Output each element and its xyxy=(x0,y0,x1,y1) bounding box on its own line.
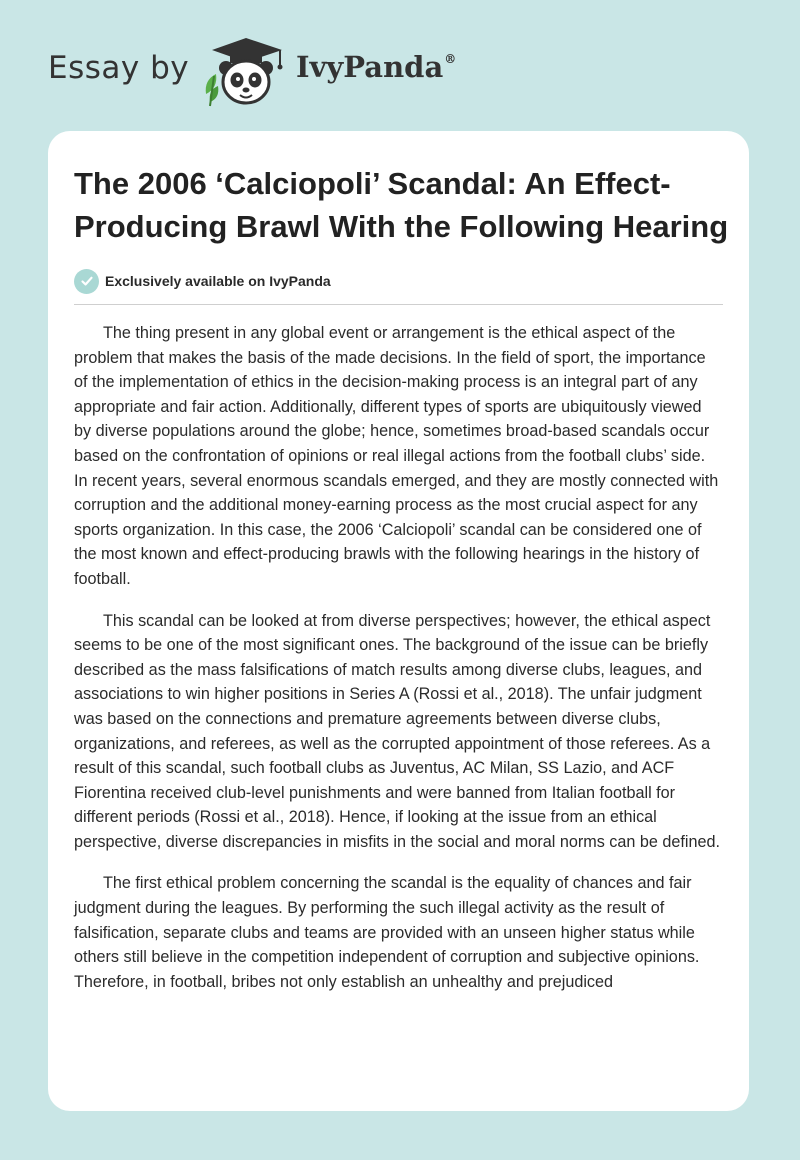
exclusive-badge xyxy=(74,268,723,294)
essay-card xyxy=(48,131,749,1111)
exclusive-label: Exclusively available on IvyPanda xyxy=(105,273,331,289)
essay-by-label: Essay by xyxy=(48,50,190,86)
registered-mark: ® xyxy=(444,52,457,66)
panda-graduate-icon[interactable] xyxy=(200,36,292,108)
site-header xyxy=(0,0,800,130)
essay-body xyxy=(74,321,723,994)
brand-name[interactable] xyxy=(296,50,456,84)
brand-name-text: IvyPanda xyxy=(296,50,444,84)
paragraph: The first ethical problem concerning the scandal is the equality of chances and fair judgment during the leagues. By performing the such illegal activity as the result of falsification, separate clubs and teams are provided with an unseen higher status while others still believe in the competition independent of corruption and subjective opinions. Therefore, in football, bribes not only establish an unhealthy and prejudiced xyxy=(74,874,700,991)
paragraph: The thing present in any global event or arrangement is the ethical aspect of the problem that makes the basis of the made decisions. In the field of sport, the importance of the implementation of ethics in the decision-making process is an integral part of any appropriate and fair action. Additionally, different types of sports are ubiquitously viewed by diverse populations around the globe; hence, sometimes broad-based scandals occur based on the confrontation of opinions or real illegal actions from the football clubs’ side. In recent years, several enormous scandals emerged, and they are mostly connected with corruption and the additional money-earning process as the most crucial aspect for any sports organization. In this case, the 2006 ‘Calciopoli’ scandal can be considered one of the most known and effect-producing brawls with the following hearings in the history of football. xyxy=(74,324,719,588)
essay-title: The 2006 ‘Calciopoli’ Scandal: An Effect-Producing Brawl With the Following Hearing xyxy=(74,166,729,244)
divider xyxy=(74,304,723,305)
paragraph: This scandal can be looked at from diverse perspectives; however, the ethical aspect seems to be one of the most significant ones. The background of the issue can be briefly described as the mass falsifications of match results among diverse clubs, leagues, and associations to win higher positions in Series A (Rossi et al., 2018). The unfair judgment was based on the connections and premature agreements between diverse clubs, organizations, and referees, as well as the corrupted appointment of those referees. As a result of this scandal, such football clubs as Juventus, AC Milan, SS Lazio, and ACF Fiorentina received club-level punishments and were banned from Italian football for different periods (Rossi et al., 2018). Hence, if looking at the issue from an ethical perspective, diverse discrepancies in misfits in the social and moral norms can be defined. xyxy=(74,611,721,851)
check-circle-icon xyxy=(74,269,99,294)
